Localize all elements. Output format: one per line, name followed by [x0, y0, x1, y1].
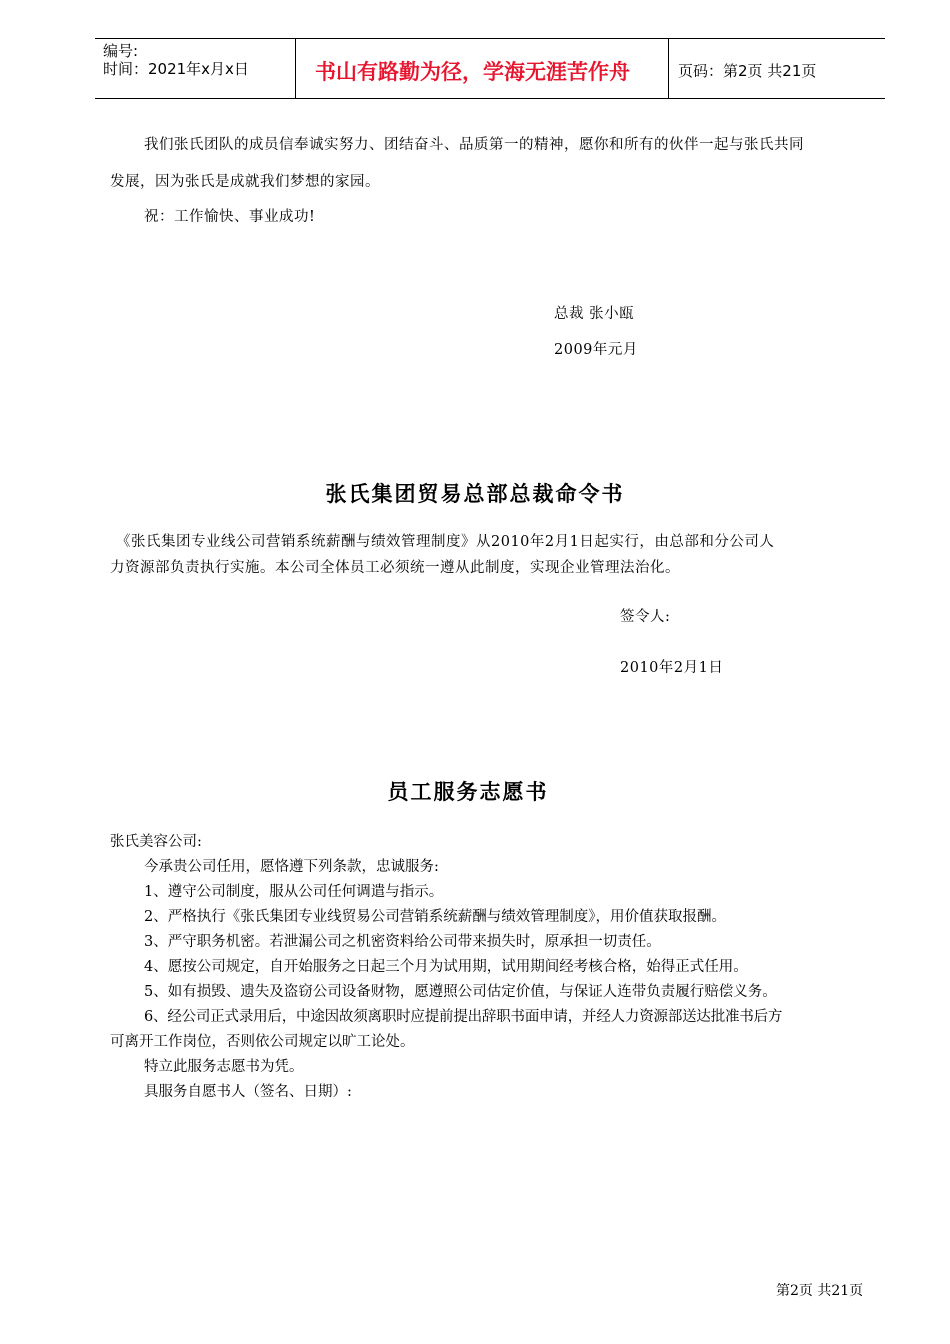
- motto: 书山有路勤为径，学海无涯苦作舟: [315, 60, 630, 84]
- letter-date: 2009年元月: [554, 342, 638, 358]
- order-date: 2010年2月1日: [620, 660, 724, 676]
- header-divider: [295, 38, 296, 98]
- order-line-2: 力资源部负责执行实施。本公司全体员工必须统一遵从此制度，实现企业管理法治化。: [110, 560, 680, 576]
- pledge-item: 3、严守职务机密。若泄漏公司之机密资料给公司带来损失时，原承担一切责任。: [144, 934, 661, 950]
- pledge-item: 6、经公司正式录用后，中途因故须离职时应提前提出辞职书面申请，并经人力资源部送达批准书后方: [144, 1009, 783, 1025]
- order-signer: 签令人:: [620, 609, 671, 625]
- pledge-item-continuation: 可离开工作岗位，否则依公司规定以旷工论处。: [110, 1034, 415, 1050]
- pledge-intro: 今承贵公司任用，愿恪遵下列条款，忠诚服务:: [144, 859, 439, 875]
- serial-label: 编号:: [103, 42, 139, 60]
- pledge-item: 2、严格执行《张氏集团专业线贸易公司营销系统薪酬与绩效管理制度》，用价值获取报酬。: [144, 909, 726, 925]
- order-line-1: 《张氏集团专业线公司营销系统薪酬与绩效管理制度》从2010年2月1日起实行，由总部和分公司人: [116, 534, 775, 550]
- pledge-item: 5、如有损毁、遗失及盗窃公司设备财物，愿遵照公司估定价值，与保证人连带负责履行赔偿义务。: [144, 984, 777, 1000]
- order-title: 张氏集团贸易总部总裁命令书: [325, 481, 625, 506]
- header-divider: [668, 38, 669, 98]
- pledge-item: 1、遵守公司制度，服从公司任何调遣与指示。: [144, 884, 444, 900]
- letter-line-1: 我们张氏团队的成员信奉诚实努力、团结奋斗、品质第一的精神，愿你和所有的伙伴一起与张氏共同: [144, 137, 804, 153]
- header-bottom-border: [95, 98, 885, 99]
- pledge-addressee: 张氏美容公司:: [110, 834, 202, 850]
- pledge-closing: 特立此服务志愿书为凭。: [144, 1059, 304, 1075]
- letter-signature: 总裁 张小瓯: [554, 306, 635, 322]
- footer-page-number: 第2页 共21页: [776, 1283, 864, 1299]
- pledge-title: 员工服务志愿书: [387, 779, 549, 804]
- page-label: 页码：第2页 共21页: [678, 62, 817, 80]
- pledge-signature-line: 具服务自愿书人（签名、日期）:: [144, 1084, 352, 1100]
- letter-line-2: 发展，因为张氏是成就我们梦想的家园。: [110, 174, 380, 190]
- time-label: 时间：2021年x月x日: [103, 60, 249, 78]
- pledge-item: 4、愿按公司规定，自开始服务之日起三个月为试用期，试用期间经考核合格，始得正式任用。: [144, 959, 748, 975]
- header-top-border: [95, 38, 885, 39]
- letter-blessing: 祝：工作愉快、事业成功!: [144, 209, 316, 225]
